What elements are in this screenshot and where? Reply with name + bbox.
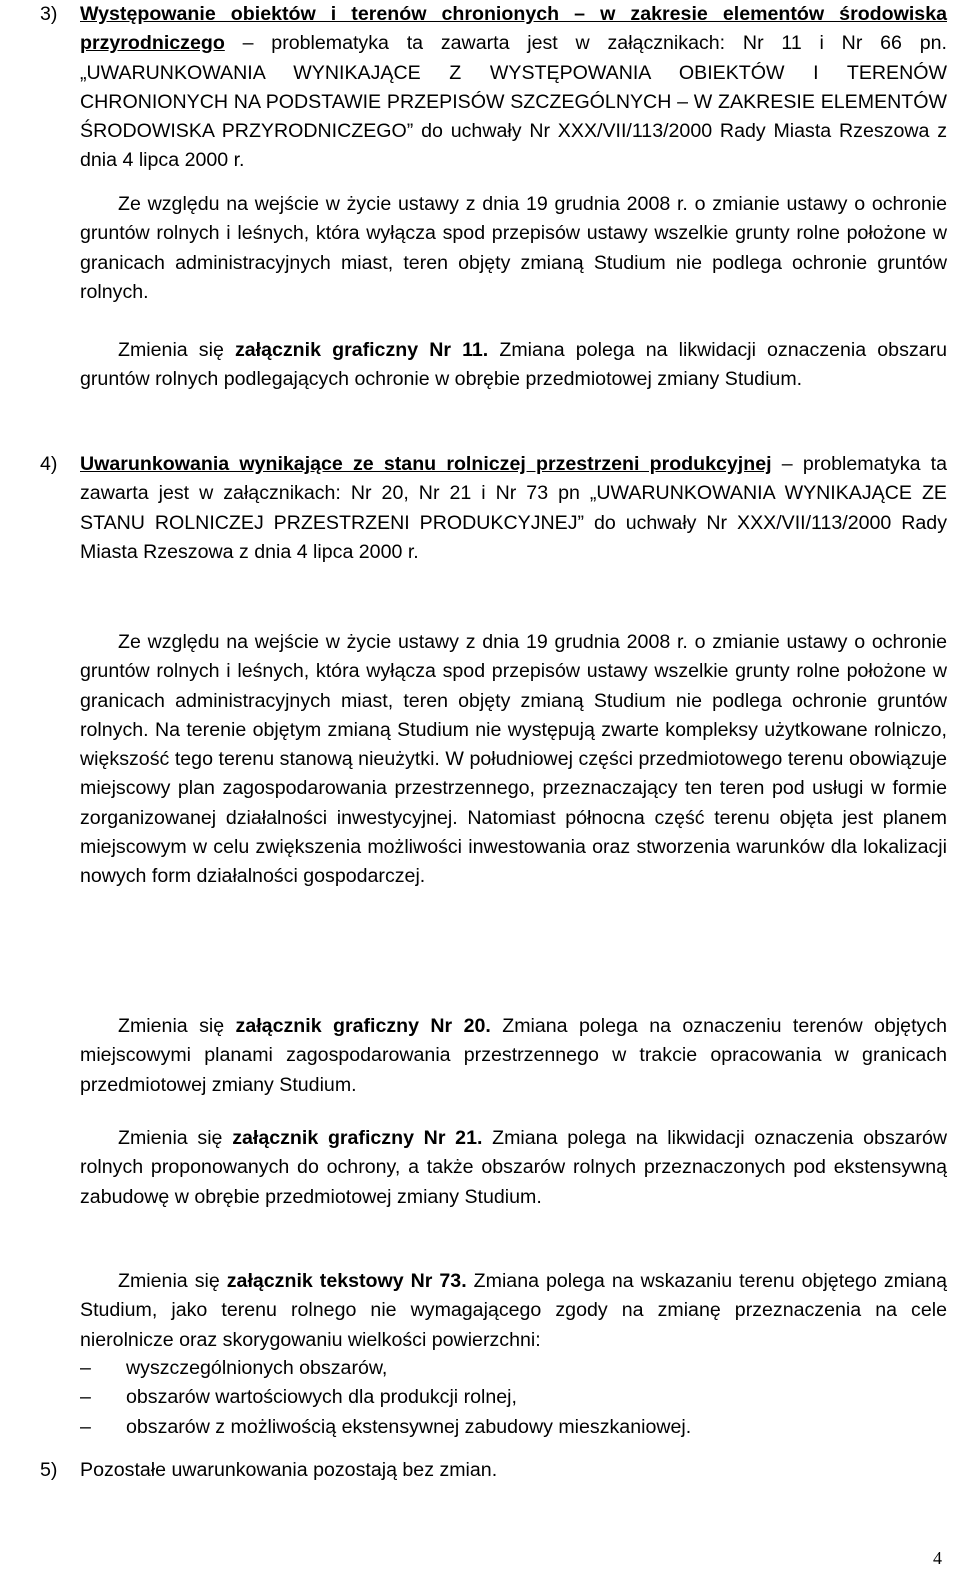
section-4-change-73 (80, 1267, 947, 1355)
change-description: Zmiana polega na oznaczeniu terenów objętych miejscowymi planami zagospodarowania przestrzennego w trakcie opracowania w granicach przedmiotowej zmiany Studium. (80, 1015, 948, 1096)
section-4-heading: Uwarunkowania wynikające ze stanu rolniczej przestrzeni produkcyjnej (80, 453, 772, 475)
change-attachment-11: załącznik graficzny Nr 11. (234, 339, 489, 361)
page-number: 4 (933, 1548, 942, 1568)
list-item (80, 1383, 947, 1412)
list-item-text: wyszczególnionych obszarów, (126, 1357, 388, 1379)
change-attachment-73: załącznik tekstowy Nr 73. (226, 1270, 467, 1292)
section-3 (40, 0, 947, 176)
section-3-paragraph-1: Ze względu na wejście w życie ustawy z dnia 19 grudnia 2008 r. o zmianie ustawy o ochronie gruntów rolnych i leśnych, która wyłącza spod przepisów ustawy wszelkie grunty rolne położone w granicach administracyjnych miast, teren objęty zmianą Studium nie podlega ochronie gruntów rolnych. (80, 193, 947, 303)
section-3-number: 3) (40, 3, 58, 25)
section-4-change-21 (80, 1124, 947, 1212)
section-4-intro-text: – problematyka ta zawarta jest w załącznikach: Nr 20, Nr 21 i Nr 73 pn „UWARUNKOWANIA WYNIKAJĄCE ZE STANU ROLNICZEJ PRZESTRZENI PRODUKCYJNEJ” do uchwały Nr XXX/VII/113/2000 Rady Miasta Rzeszowa z dnia 4 lipca 2000 r. (80, 453, 947, 563)
section-4-change-20 (80, 1012, 947, 1100)
section-4-list (80, 1354, 947, 1442)
section-5 (40, 1456, 947, 1485)
dash-bullet: – (80, 1357, 91, 1379)
section-4-number: 4) (40, 453, 58, 475)
list-item (80, 1354, 947, 1383)
list-item (80, 1413, 947, 1442)
change-prefix: Zmienia się (118, 339, 235, 361)
change-description: Zmiana polega na likwidacji oznaczenia obszarów rolnych proponowanych do ochrony, a także obszarów rolnych przeznaczonych pod ekstensywną zabudowę w obrębie przedmiotowej zmiany Studium. (80, 1127, 948, 1208)
section-5-number: 5) (40, 1459, 58, 1481)
section-3-intro (80, 0, 947, 176)
change-prefix: Zmienia się (118, 1270, 227, 1292)
change-attachment-20: załącznik graficzny Nr 20. (235, 1015, 491, 1037)
change-attachment-21: załącznik graficzny Nr 21. (232, 1127, 483, 1149)
list-item-text: obszarów wartościowych dla produkcji rolnej, (126, 1386, 517, 1409)
section-4-paragraph-1: Ze względu na wejście w życie ustawy z dnia 19 grudnia 2008 r. o zmianie ustawy o ochronie gruntów rolnych i leśnych, która wyłącza spod przepisów ustawy wszelkie grunty rolne położone w granicach administracyjnych miast, teren objęty zmianą Studium nie podlega ochronie gruntów rolnych. Na terenie objętym zmianą Studium nie występują zwarte kompleksy użytkowane rolniczo, większość tego terenu stanową nieużytki. W południowej części przedmiotowego terenu obowiązuje miejscowy plan zagospodarowania przestrzennego, przeznaczający ten teren pod usługi w formie zorganizowanej działalności inwestycyjnej. Natomiast północna część terenu objęta jest planem miejscowym w celu zwiększenia możliwości inwestowania oraz stworzenia warunków dla lokalizacji nowych form działalności gospodarczej. (80, 631, 947, 888)
section-5-text: Pozostałe uwarunkowania pozostają bez zmian. (80, 1459, 498, 1481)
section-3-change-11 (80, 336, 947, 395)
section-3-heading: Występowanie obiektów i terenów chronionych – w zakresie elementów środowiska przyrodniczego (80, 3, 947, 55)
section-4-intro (80, 450, 947, 567)
dash-bullet: – (80, 1415, 91, 1438)
change-description: Zmiana polega na likwidacji oznaczenia obszaru gruntów rolnych podlegających ochronie w obrębie przedmiotowej zmiany Studium. (80, 339, 947, 391)
dash-bullet: – (80, 1386, 91, 1409)
dash-list (80, 1354, 947, 1442)
section-3-intro-text: – problematyka ta zawarta jest w załącznikach: Nr 11 i Nr 66 pn. „UWARUNKOWANIA WYNIKAJĄCE Z WYSTĘPOWANIA OBIEKTÓW I TERENÓW CHRONIONYCH NA PODSTAWIE PRZEPISÓW SZCZEGÓLNYCH – W ZAKRESIE ELEMENTÓW ŚRODOWISKA PRZYRODNICZEGO” do uchwały Nr XXX/VII/113/2000 Rady Miasta Rzeszowa z dnia 4 lipca 2000 r. (80, 32, 947, 172)
section-4 (40, 450, 947, 567)
change-prefix: Zmienia się (118, 1015, 236, 1037)
list-item-text: obszarów z możliwością ekstensywnej zabudowy mieszkaniowej. (126, 1415, 692, 1438)
change-prefix: Zmienia się (118, 1127, 233, 1149)
change-description: Zmiana polega na wskazaniu terenu objętego zmianą Studium, jako terenu rolnego nie wymagającego zgody na zmianę przeznaczenia na cele nierolnicze oraz skorygowaniu wielkości powierzchni: (80, 1270, 948, 1351)
